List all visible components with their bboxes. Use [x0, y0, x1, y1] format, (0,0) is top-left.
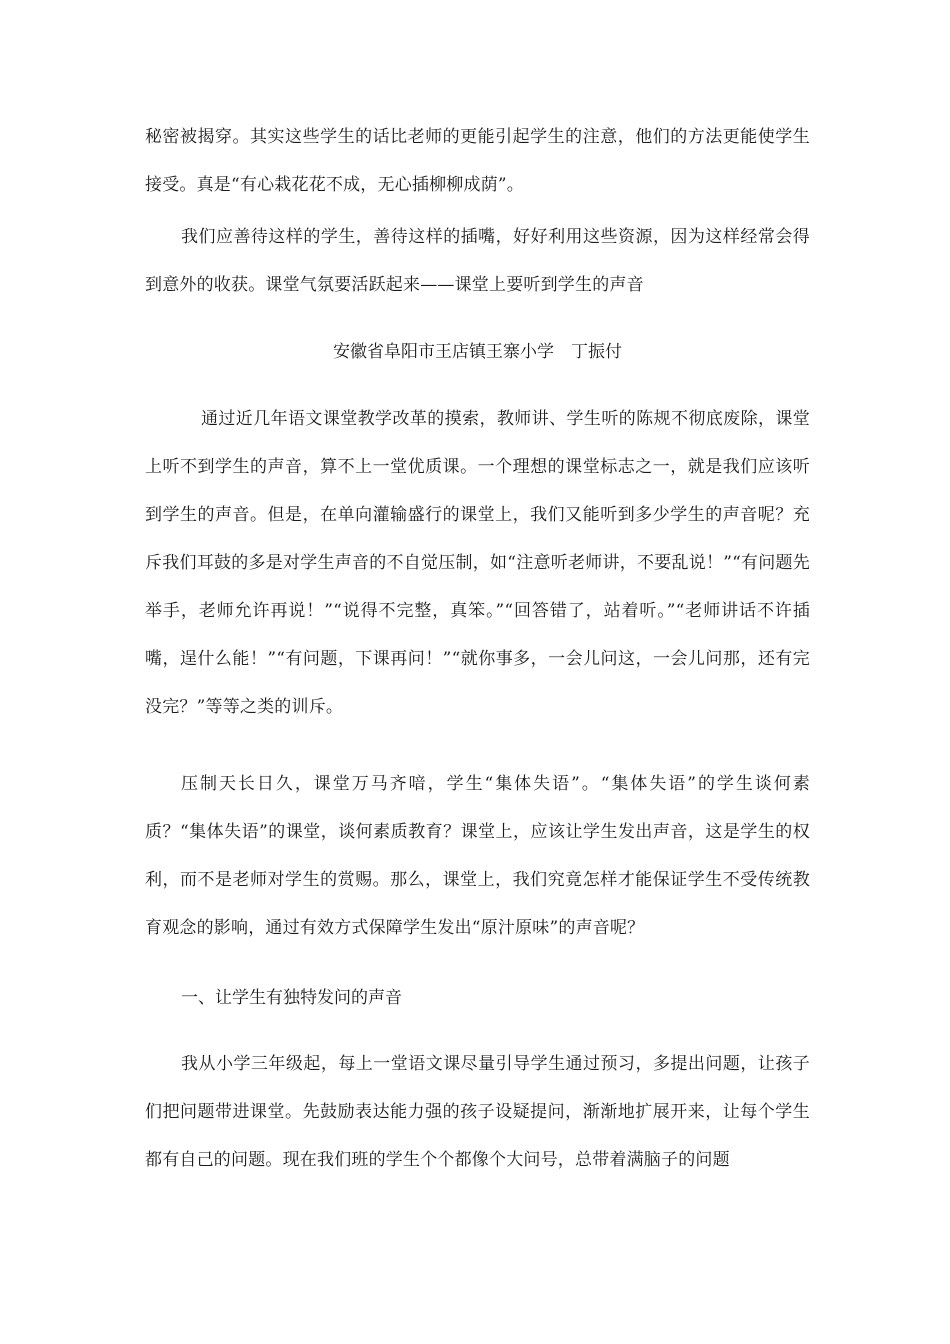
- paragraph-treat-students: 我们应善待这样的学生，善待这样的插嘴，好好利用这些资源，因为这样经常会得到意外的收获。课堂气氛要活跃起来——课堂上要听到学生的声音: [145, 227, 810, 295]
- paragraph-classroom-reform: 通过近几年语文课堂教学改革的摸索，教师讲、学生听的陈规不彻底废除，课堂上听不到学生的声音，算不上一堂优质课。一个理想的课堂标志之一，就是我们应该听到学生的声音。但是，在单向灌输盛行的课堂上，我们又能听到多少学生的声音呢？充斥我们耳鼓的多是对学生声音的不自觉压制，如“注意听老师讲，不要乱说！”“有问题先举手，老师允许再说！”“说得不完整，真笨。”“回答错了，站着听。”“老师讲话不许插嘴，逞什么能！”“有问题，下课再问！”“就你事多，一会儿问这，一会儿问那，还有完没完？”等等之类的训斥。: [145, 409, 811, 717]
- author-line: 安徽省阜阳市王店镇王寨小学 丁振付: [333, 342, 622, 362]
- section-heading-1: 一、让学生有独特发问的声音: [181, 988, 402, 1008]
- paragraph-third-grade: 我从小学三年级起，每上一堂语文课尽量引导学生通过预习，多提出问题，让孩子们把问题带进课堂。先鼓励表达能力强的孩子设疑提问，渐渐地扩展开来，让每个学生都有自己的问题。现在我们班的学生个个都像个大问号，总带着满脑子的问题: [145, 1054, 810, 1170]
- paragraph-continuation: 秘密被揭穿。其实这些学生的话比老师的更能引起学生的注意，他们的方法更能使学生接受。真是“有心栽花花不成，无心插柳柳成荫”。: [145, 127, 810, 195]
- paragraph-collective-silence: 压制天长日久，课堂万马齐喑，学生“集体失语”。“集体失语”的学生谈何素质？“集体失语”的课堂，谈何素质教育？课堂上，应该让学生发出声音，这是学生的权利，而不是老师对学生的赏赐。那么，课堂上，我们究竟怎样才能保证学生不受传统教育观念的影响，通过有效方式保障学生发出“原汁原味”的声音呢？: [145, 774, 810, 938]
